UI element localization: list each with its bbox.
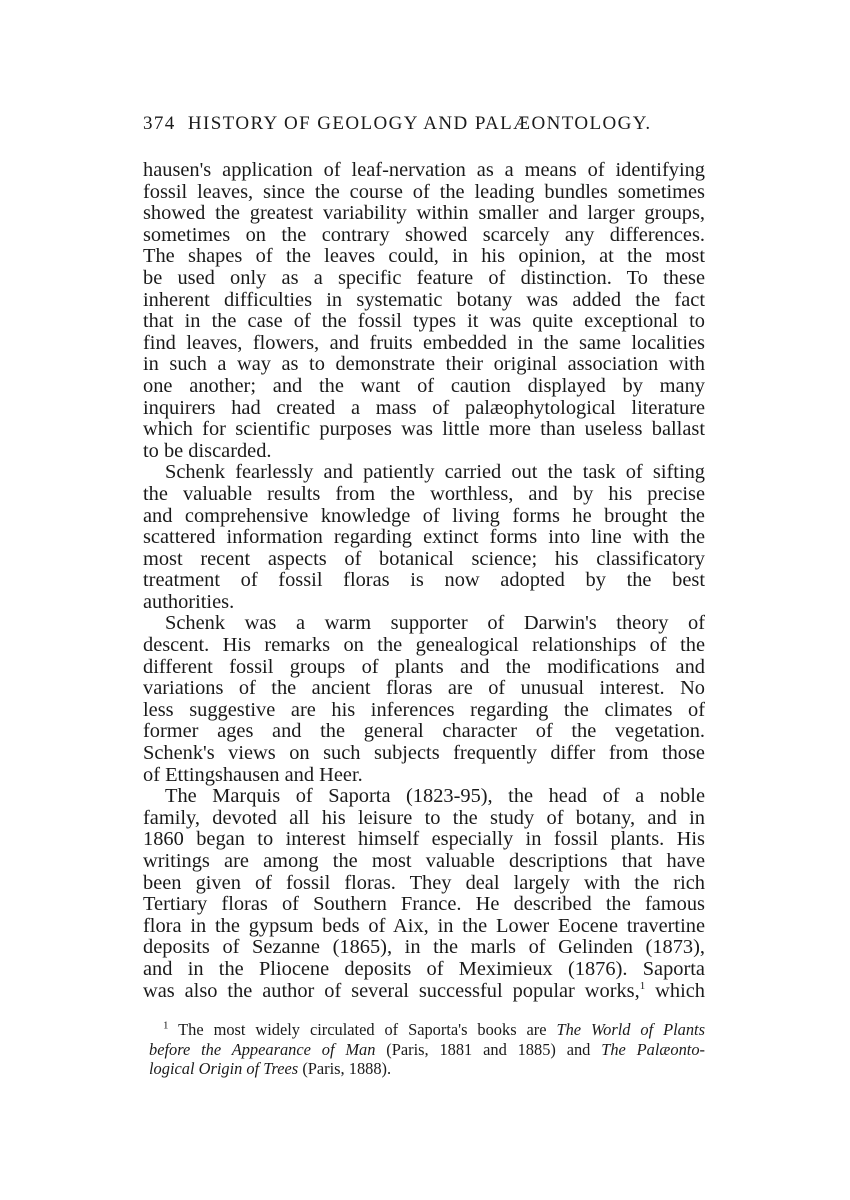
text-line: descent. His remarks on the genealogical relationships of the <box>143 635 705 657</box>
text-line: find leaves, flowers, and fruits embedded in the same localities <box>143 332 705 354</box>
page-number: 374 <box>143 113 176 134</box>
footnote-ref: 1 <box>639 980 646 992</box>
text-line: variations of the ancient floras are of unusual interest. No <box>143 678 705 700</box>
body-text <box>143 160 705 1002</box>
footnote-title: The Palæonto- <box>601 1039 705 1059</box>
running-title: HISTORY OF GEOLOGY AND PALÆONTOLOGY. <box>187 113 652 134</box>
text-line: different fossil groups of plants and the modifications and <box>143 656 705 678</box>
text-line: less suggestive are his inferences regarding the climates of <box>143 699 705 721</box>
text-line: of Ettingshausen and Heer. <box>143 764 363 786</box>
text-line: authorities. <box>143 591 235 613</box>
text-line: scattered information regarding extinct forms into line with the <box>143 527 705 549</box>
text-line: hausen's application of leaf-nervation as a means of identifying <box>143 160 705 181</box>
text-line-with-footnote-ref <box>143 981 705 1003</box>
footnote-line <box>149 1040 705 1060</box>
text-line: to be discarded. <box>143 440 272 462</box>
running-head <box>143 113 713 135</box>
text-line: The Marquis of Saporta (1823-95), the head of a noble <box>165 786 705 808</box>
text-line: The shapes of the leaves could, in his opinion, at the most <box>143 246 705 268</box>
text-line: inherent difficulties in systematic botany was added the fact <box>143 289 705 311</box>
footnote-title: The World of Plants <box>556 1020 705 1039</box>
footnote-line <box>149 1059 705 1079</box>
text-line: which for scientific purposes was little more than useless ballast <box>143 419 705 441</box>
text-line: 1860 began to interest himself especially in fossil plants. His <box>143 829 705 851</box>
text-line: fossil leaves, since the course of the leading bundles sometimes <box>143 181 705 203</box>
text-line: Schenk's views on such subjects frequently differ from those <box>143 743 705 765</box>
text-line: be used only as a specific feature of distinction. To these <box>143 267 705 289</box>
footnote-title: before the Appearance of Man <box>149 1039 376 1059</box>
text-line: flora in the gypsum beds of Aix, in the Lower Eocene travertine <box>143 915 705 937</box>
text-line: Tertiary floras of Southern France. He described the famous <box>143 894 705 916</box>
text-line: been given of fossil floras. They deal largely with the rich <box>143 872 705 894</box>
text-line: Schenk fearlessly and patiently carried out the task of sifting <box>165 462 705 484</box>
footnote-text: (Paris, 1881 and 1885) and <box>386 1039 591 1059</box>
text-line: showed the greatest variability within smaller and larger groups, <box>143 203 705 225</box>
text-line: and in the Pliocene deposits of Meximieux (1876). Saporta <box>143 958 705 980</box>
text-line: deposits of Sezanne (1865), in the marls of Gelinden (1873), <box>143 937 705 959</box>
text-fragment: was also the author of several successful popular works, <box>143 980 640 1002</box>
text-line: most recent aspects of botanical science; his classificatory <box>143 548 705 570</box>
text-line: treatment of fossil floras is now adopted by the best <box>143 570 705 592</box>
text-line: in such a way as to demonstrate their original association with <box>143 354 705 376</box>
footnote-title: logical Origin of Trees <box>149 1059 299 1078</box>
footnote-text: (Paris, 1888). <box>302 1059 392 1078</box>
text-line: former ages and the general character of the vegetation. <box>143 721 705 743</box>
footnote-text: The most widely circulated of Saporta's books are <box>178 1020 547 1039</box>
text-line: Schenk was a warm supporter of Darwin's theory of <box>165 613 705 635</box>
footnote-marker: 1 <box>163 1020 169 1032</box>
text-fragment: which <box>655 980 705 1002</box>
footnote-line <box>149 1020 705 1040</box>
footnote <box>149 1020 705 1079</box>
text-line: writings are among the most valuable descriptions that have <box>143 851 705 872</box>
text-line: sometimes on the contrary showed scarcely any differences. <box>143 224 705 246</box>
text-line: the valuable results from the worthless, and by his precise <box>143 483 705 505</box>
text-line: one another; and the want of caution displayed by many <box>143 375 705 397</box>
text-line: family, devoted all his leisure to the study of botany, and in <box>143 807 705 829</box>
text-line: and comprehensive knowledge of living forms he brought the <box>143 505 705 527</box>
text-line: that in the case of the fossil types it was quite exceptional to <box>143 311 705 333</box>
text-line: inquirers had created a mass of palæophytological literature <box>143 397 705 419</box>
